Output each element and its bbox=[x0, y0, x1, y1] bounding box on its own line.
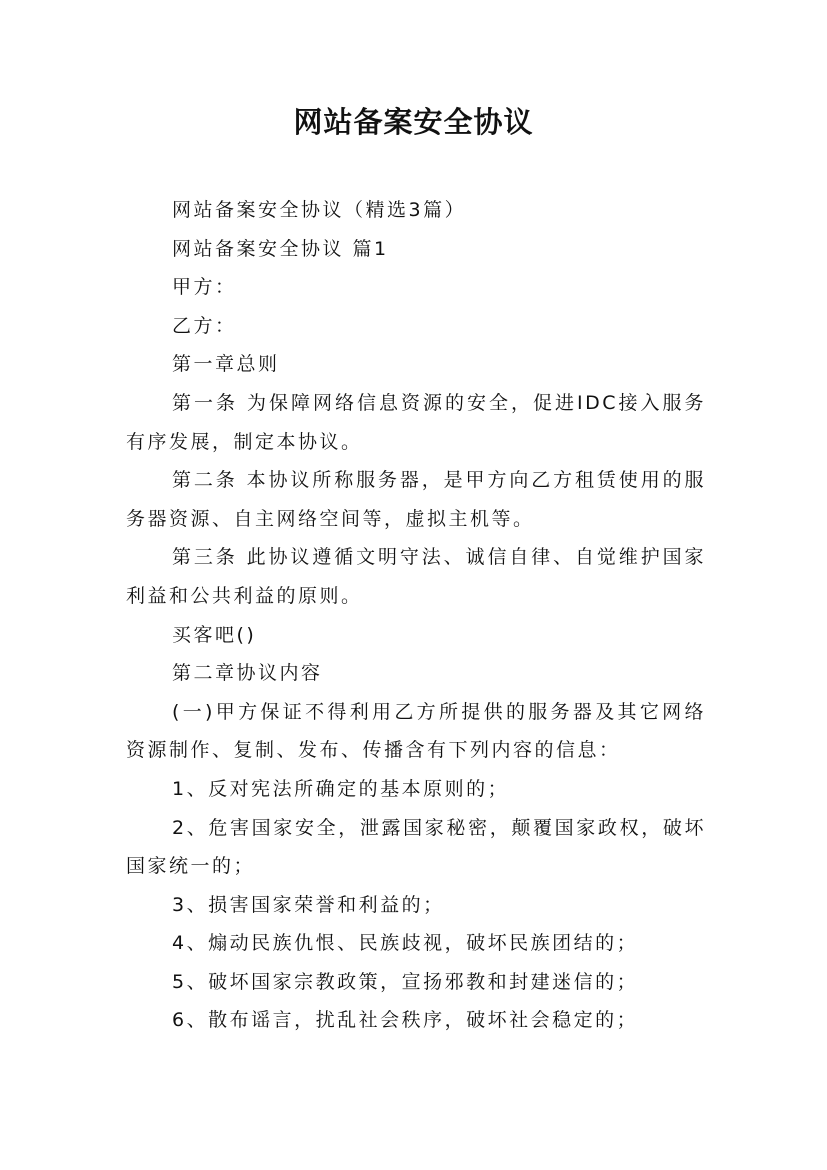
list-item: 6、散布谣言，扰乱社会秩序，破坏社会稳定的； bbox=[172, 1009, 639, 1032]
list-item: 2、危害国家安全，泄露国家秘密，颠覆国家政权，破坏国家统一的； bbox=[126, 816, 706, 878]
document-title: 网站备案安全协议 bbox=[293, 105, 534, 139]
paragraph-party-b: 乙方： bbox=[172, 314, 237, 337]
paragraph-section-heading: 网站备案安全协议 篇1 bbox=[172, 237, 389, 260]
paragraph-chapter-2: 第二章协议内容 bbox=[172, 662, 323, 685]
paragraph-article-3: 第三条 此协议遵循文明守法、诚信自律、自觉维护国家利益和公共利益的原则。 bbox=[126, 546, 706, 607]
list-item: 3、损害国家荣誉和利益的； bbox=[172, 893, 445, 916]
document-body bbox=[126, 191, 706, 1040]
paragraph-article-2: 第二条 本协议所称服务器，是甲方向乙方租赁使用的服务器资源、自主网络空间等，虚拟主机等。 bbox=[126, 469, 706, 530]
paragraph-subtitle: 网站备案安全协议（精选3篇） bbox=[172, 199, 467, 221]
paragraph-article-1: 第一条 为保障网络信息资源的安全，促进IDC接入服务有序发展，制定本协议。 bbox=[126, 391, 706, 453]
paragraph-chapter-1: 第一章总则 bbox=[172, 353, 280, 376]
list-item: 1、反对宪法所确定的基本原则的； bbox=[172, 777, 510, 800]
list-item: 4、煽动民族仇恨、民族歧视，破坏民族团结的； bbox=[172, 932, 639, 955]
paragraph-clause-1: (一)甲方保证不得利用乙方所提供的服务器及其它网络资源制作、复制、发布、传播含有下列内容的信息： bbox=[126, 700, 706, 762]
list-item: 5、破坏国家宗教政策，宣扬邪教和封建迷信的； bbox=[172, 970, 639, 993]
paragraph-party-a: 甲方： bbox=[172, 276, 237, 299]
paragraph-note: 买客吧() bbox=[172, 623, 257, 646]
